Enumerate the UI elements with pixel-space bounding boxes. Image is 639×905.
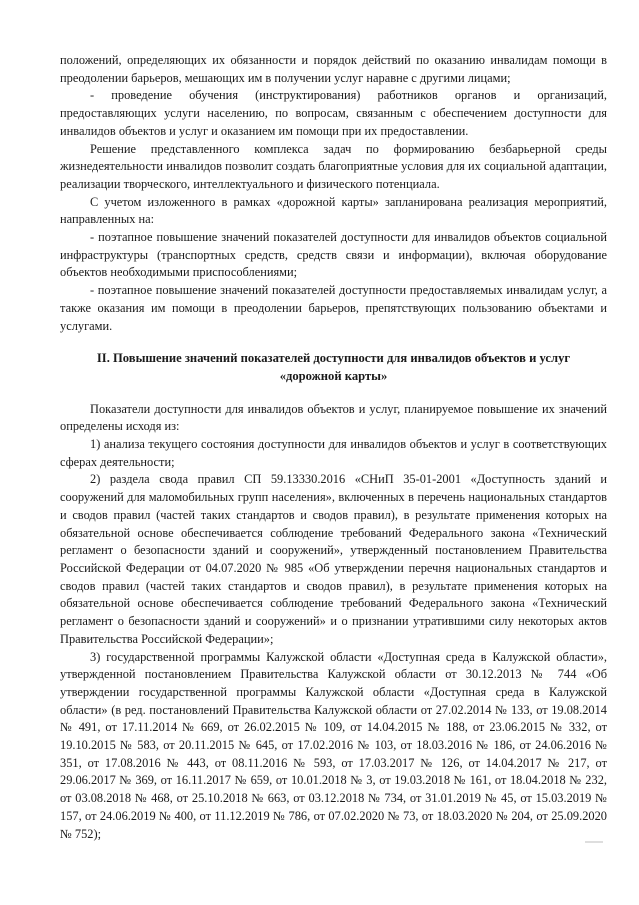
paragraph-item-1: 1) анализа текущего состояния доступности для инвалидов объектов и услуг в соответствующих сферах деятельности; — [60, 437, 607, 469]
paragraph-services: - поэтапное повышение значений показателей доступности предоставляемых инвалидам услуг, а также оказания им помощи в преодолении барьеров, препятствующих пользованию объектами и услугами. — [60, 283, 607, 333]
spacer — [60, 386, 607, 401]
scan-artifact — [585, 841, 603, 843]
paragraph-item-2: 2) раздела свода правил СП 59.13330.2016 «СНиП 35-01-2001 «Доступность зданий и сооружений для маломобильных групп населения», включенных в перечень национальных стандартов и сводов правил (частей таких стандартов и сводов правил), в результате применения которых на обязательной основе обеспечивается соблюдение требований Федерального закона «Технический регламент о безопасности зданий и сооружений», утвержденный постановлением Правительства Российской Федерации от 04.07.2020 № 985 «Об утверждении перечня национальных стандартов и сводов правил (частей таких стандартов и сводов правил), в результате применения которых на обязательной основе обеспечивается соблюдение требований Федерального закона «Технический регламент о безопасности зданий и сооружений» и о признании утратившими силу некоторых актов Правительства Российской Федерации»; — [60, 472, 607, 646]
paragraph-objects: - поэтапное повышение значений показателей доступности для инвалидов объектов социальной инфраструктуры (транспортных средств, средств связи и информации), включая оборудование объектов необходимыми приспособлениями; — [60, 230, 607, 280]
paragraph-item-3: 3) государственной программы Калужской области «Доступная среда в Калужской области», утвержденной постановлением Правительства Калужской области от 30.12.2013 № 744 «Об утверждении государственной программы Калужской области «Доступная среда в Калужской области» (в ред. постановлений Правительства Калужской области от 27.02.2014 № 133, от 19.08.2014 № 491, от 17.11.2014 № 669, от 26.02.2015 № 109, от 14.04.2015 № 188, от 23.06.2015 № 332, от 19.10.2015 № 583, от 20.11.2015 № 645, от 17.02.2016 № 103, от 18.03.2016 № 186, от 24.06.2016 № 351, от 17.08.2016 № 443, от 08.11.2016 № 593, от 17.03.2017 № 126, от 14.04.2017 № 217, от 29.06.2017 № 369, от 16.11.2017 № 659, от 10.01.2018 № 3, от 19.03.2018 № 161, от 18.04.2018 № 232, от 03.08.2018 № 468, от 25.10.2018 № 663, от 03.12.2018 № 734, от 31.01.2019 № 45, от 15.03.2019 № 157, от 24.06.2019 № 400, от 11.12.2019 № 786, от 07.02.2020 № 73, от 18.03.2020 № 204, от 25.09.2020 № 752); — [60, 649, 607, 841]
spacer — [60, 335, 607, 350]
paragraph-indicators: Показатели доступности для инвалидов объектов и услуг, планируемое повышение их значений определены исходя из: — [60, 401, 607, 434]
section-heading: II. Повышение значений показателей доступности для инвалидов объектов и услуг «дорожной карты» — [96, 351, 571, 383]
paragraph-roadmap: С учетом изложенного в рамках «дорожной карты» запланирована реализация мероприятий, направленных на: — [60, 194, 607, 227]
paragraph-continuation: положений, определяющих их обязанности и порядок действий по оказанию инвалидам помощи в преодолении барьеров, мешающих им в получении услуг наравне с другими лицами; — [60, 53, 607, 85]
paragraph-solution: Решение представленного комплекса задач по формированию безбарьерной среды жизнедеятельности инвалидов позволит создать благоприятные условия для их социальной адаптации, реализации творческого, интеллектуального и физического потенциала. — [60, 141, 607, 191]
paragraph-training: - проведение обучения (инструктирования) работников органов и организаций, предоставляющих услуги населению, по вопросам, связанным с обеспечением доступности для инвалидов объектов и услуг и оказанием им помощи при их предоставлении. — [60, 88, 607, 138]
